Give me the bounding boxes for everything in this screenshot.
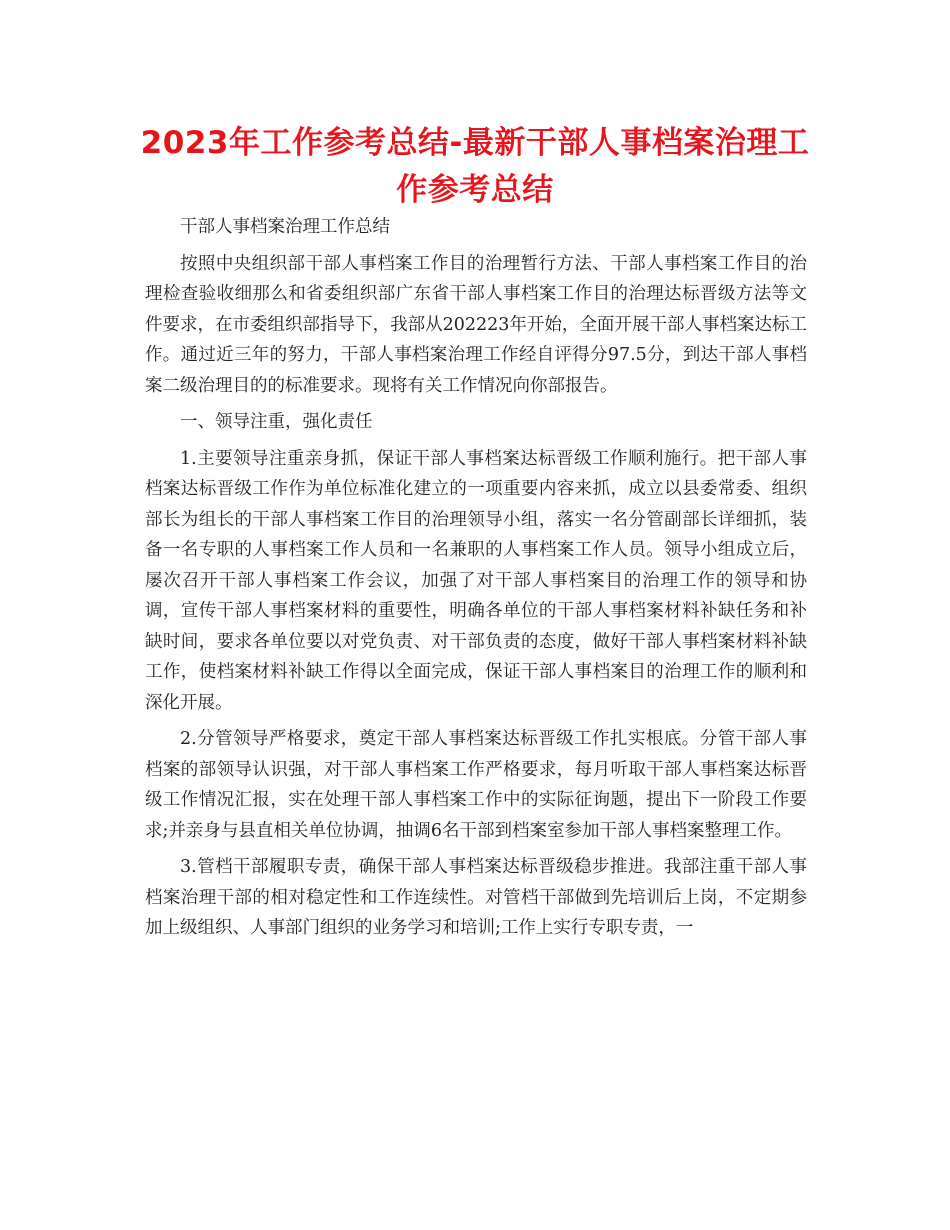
- body-paragraph-1: 1.主要领导注重亲身抓，保证干部人事档案达标晋级工作顺利施行。把干部人事档案达标晋级工作作为单位标准化建立的一项重要内容来抓，成立以县委常委、组织部长为组长的干部人事档案工作目的治理领导小组，落实一名分管副部长详细抓，装备一名专职的人事档案工作人员和一名兼职的人事档案工作人员。领导小组成立后，屡次召开干部人事档案工作会议，加强了对干部人事档案目的治理工作的领导和协调，宣传干部人事档案材料的重要性，明确各单位的干部人事档案材料补缺任务和补缺时间，要求各单位要以对党负责、对干部负责的态度，做好干部人事档案材料补缺工作，使档案材料补缺工作得以全面完成，保证干部人事档案目的治理工作的顺利和深化开展。: [145, 448, 807, 713]
- body-paragraph-3: 3.管档干部履职专责，确保干部人事档案达标晋级稳步推进。我部注重干部人事档案治理干部的相对稳定性和工作连续性。对管档干部做到先培训后上岗，不定期参加上级组织、人事部门组织的业务学习和培训;工作上实行专职专责，一: [145, 857, 807, 938]
- subtitle-paragraph: 干部人事档案治理工作总结: [180, 217, 390, 237]
- document-body: [145, 212, 807, 950]
- section-heading: 一、领导注重，强化责任: [180, 412, 373, 432]
- intro-paragraph: 按照中央组织部干部人事档案工作目的治理暂行方法、干部人事档案工作目的治理检查验收细那么和省委组织部广东省干部人事档案工作目的治理达标晋级方法等文件要求，在市委组织部指导下，我部从202223年开始，全面开展干部人事档案达标工作。通过近三年的努力，干部人事档案治理工作经自评得分97.5分，到达干部人事档案二级治理目的的标准要求。现将有关工作情况向你部报告。: [145, 253, 807, 396]
- document-title: 2023年工作参考总结-最新干部人事档案治理工作参考总结: [140, 125, 810, 208]
- body-paragraph-2: 2.分管领导严格要求，奠定干部人事档案达标晋级工作扎实根底。分管干部人事档案的部领导认识强，对干部人事档案工作严格要求，每月听取干部人事档案达标晋级工作情况汇报，实在处理干部人事档案工作中的实际征询题，提出下一阶段工作要求;并亲身与县直相关单位协调，抽调6名干部到档案室参加干部人事档案整理工作。: [145, 729, 807, 841]
